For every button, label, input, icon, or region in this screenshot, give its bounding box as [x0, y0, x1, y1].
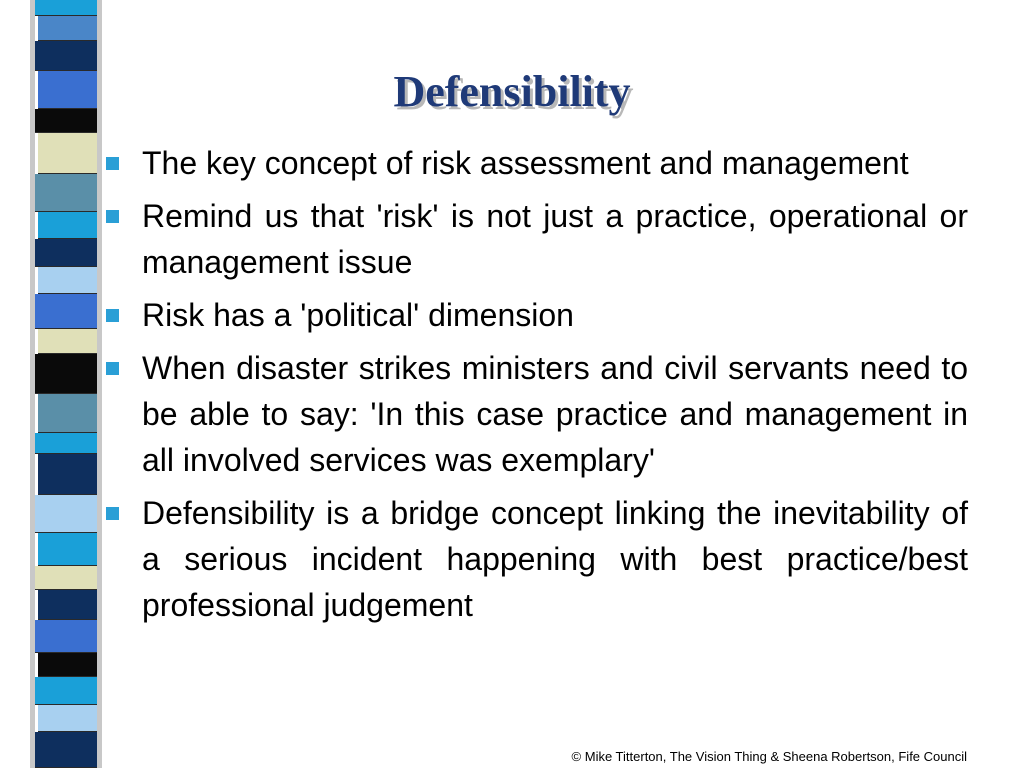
stripe: [38, 329, 97, 354]
list-item: [106, 345, 968, 483]
stripe: [35, 354, 97, 395]
stripe: [35, 677, 97, 704]
stripe: [35, 732, 97, 768]
slide-title: Defensibility: [393, 67, 631, 116]
stripe: [35, 174, 97, 212]
stripe: [35, 620, 97, 653]
bullet-text: Risk has a 'political' dimension: [142, 297, 574, 333]
stripe: [35, 433, 97, 455]
square-bullet-icon: [106, 210, 119, 223]
square-bullet-icon: [106, 309, 119, 322]
stripe: [35, 495, 97, 533]
bullet-text: Defensibility is a bridge concept linking the inevitability of a serious incident happening with best practice/best professional judgement: [142, 495, 968, 623]
stripe: [35, 566, 97, 591]
bullet-list: [106, 140, 968, 635]
list-item: [106, 140, 968, 186]
stripe: [38, 454, 97, 495]
bullet-text: Remind us that 'risk' is not just a practice, operational or management issue: [142, 198, 968, 280]
stripe: [38, 16, 97, 41]
stripe: [38, 590, 97, 620]
stripe: [38, 212, 97, 239]
bullet-text: When disaster strikes ministers and civil servants need to be able to say: 'In this case practice and management in all involved services was exemplary': [142, 350, 968, 478]
stripe: [38, 267, 97, 294]
square-bullet-icon: [106, 507, 119, 520]
stripe: [38, 394, 97, 432]
stripe: [35, 0, 97, 16]
stripe: [35, 294, 97, 329]
list-item: [106, 193, 968, 285]
stripe: [38, 533, 97, 566]
list-item: [106, 490, 968, 628]
list-item: [106, 292, 968, 338]
stripe: [38, 705, 97, 732]
stripe: [38, 133, 97, 174]
bullet-text: The key concept of risk assessment and management: [142, 145, 909, 181]
copyright-footer: © Mike Titterton, The Vision Thing & Sheena Robertson, Fife Council: [571, 749, 967, 764]
square-bullet-icon: [106, 157, 119, 170]
stripe: [38, 653, 97, 678]
stripe: [35, 239, 97, 266]
square-bullet-icon: [106, 362, 119, 375]
